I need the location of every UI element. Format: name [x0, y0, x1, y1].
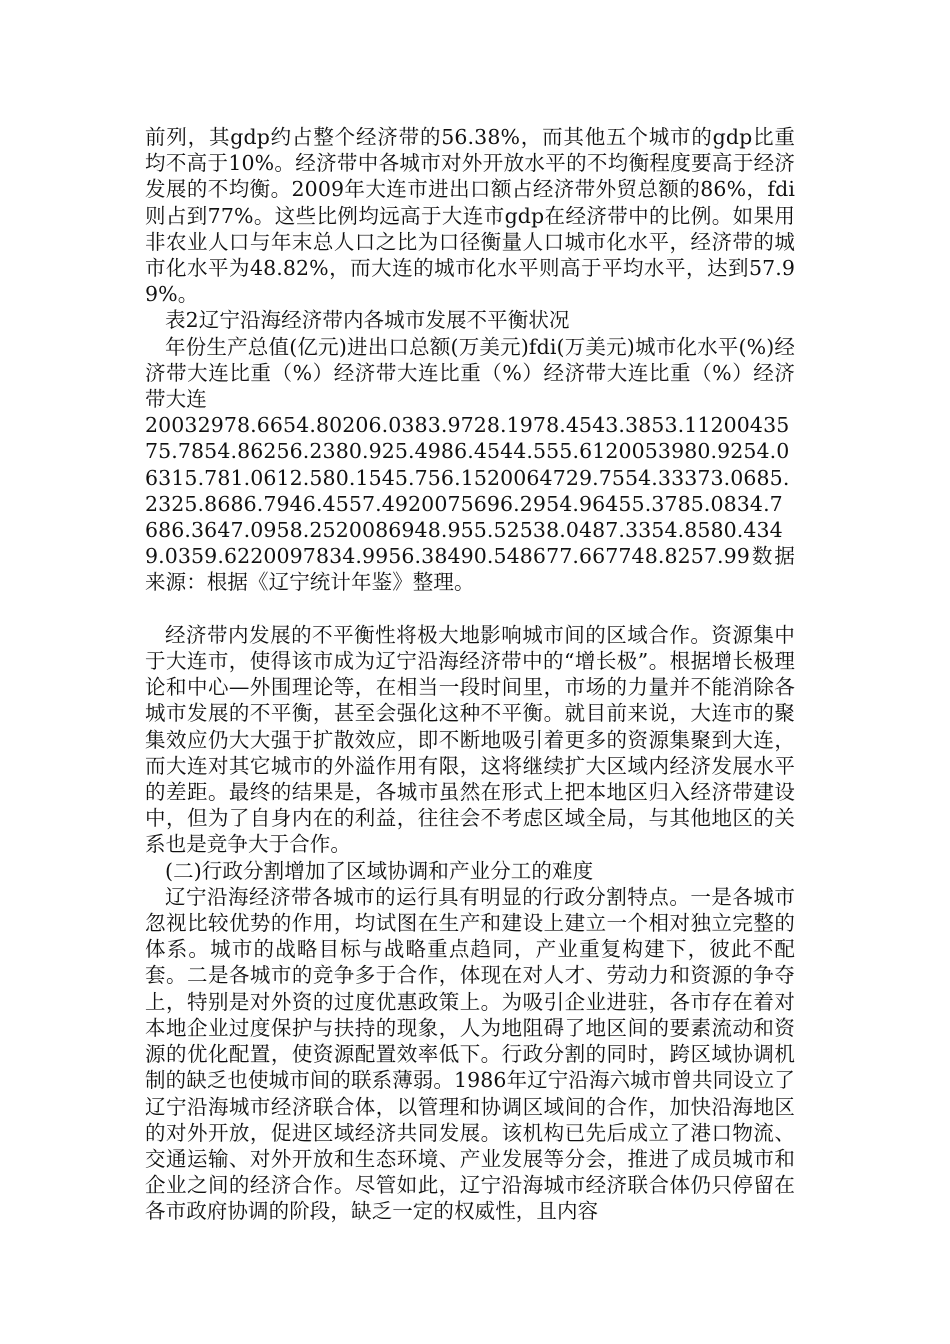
table-header-text: 年份生产总值(亿元)进出口总额(万美元)fdi(万美元)城市化水平(%)经济带大连比重（%）经济带大连比重（%）经济带大连比重（%）经济带大连 — [145, 334, 795, 412]
paragraph-imbalance: 经济带内发展的不平衡性将极大地影响城市间的区域合作。资源集中于大连市，使得该市成为辽宁沿海经济带中的“增长极”。根据增长极理论和中心—外围理论等，在相当一段时间里，市场的力量并不能消除各城市发展的不平衡，甚至会强化这种不平衡。就目前来说，大连市的聚集效应仍大大强于扩散效应，即不断地吸引着更多的资源集聚到大连，而大连对其它城市的外溢作用有限，这将继续扩大区域内经济发展水平的差距。最终的结果是，各城市虽然在形式上把本地区归入经济带建设中，但为了自身内在的利益，往往会不考虑区域全局，与其他地区的关系也是竞争大于合作。 — [145, 622, 795, 857]
blank-line — [145, 596, 795, 622]
paragraph-intro-statistics: 前列，其gdp约占整个经济带的56.38%，而其他五个城市的gdp比重均不高于10%。经济带中各城市对外开放水平的不均衡程度要高于经济发展的不均衡。2009年大连市进出口额占经济带外贸总额的86%，fdi则占到77%。这些比例均远高于大连市gdp在经济带中的比例。如果用非农业人口与年末总人口之比为口径衡量人口城市化水平，经济带的城市化水平为48.82%，而大连的城市化水平则高于平均水平，达到57.99%。 — [145, 125, 795, 307]
document-page — [145, 124, 795, 1225]
table-caption: 表2辽宁沿海经济带内各城市发展不平衡状况 — [165, 308, 570, 333]
table-data-text: 20032978.6654.80206.0383.9728.1978.4543.3853.1120043575.7854.86256.2380.925.4986.4544.555.6120053980.9254.06315.781.0612.580.1545.756.1520064729.7554.33373.0685.2325.8686.7946.4557.4920075696.2954.96455.3785.0834.7686.3647.0958.2520086948.955.52538.0487.3354.8580.4349.0359.6220097834.9956.38490.548677.667748.8257.99数据来源：根据《辽宁统计年鉴》整理。 — [145, 413, 795, 595]
paragraph-administrative-division: 辽宁沿海经济带各城市的运行具有明显的行政分割特点。一是各城市忽视比较优势的作用，均试图在生产和建设上建立一个相对独立完整的体系。城市的战略目标与战略重点趋同，产业重复构建下，彼此不配套。二是各城市的竞争多于合作，体现在对人才、劳动力和资源的争夺上，特别是对外资的过度优惠政策上。为吸引企业进驻，各市存在着对本地企业过度保护与扶持的现象，人为地阻碍了地区间的要素流动和资源的优化配置，使资源配置效率低下。行政分割的同时，跨区域协调机制的缺乏也使城市间的联系薄弱。1986年辽宁沿海六城市曾共同设立了辽宁沿海城市经济联合体，以管理和协调区域间的合作，加快沿海地区的对外开放，促进区域经济共同发展。该机构已先后成立了港口物流、交通运输、对外开放和生态环境、产业发展等分会，推进了成员城市和企业之间的经济合作。尽管如此，辽宁沿海城市经济联合体仍只停留在各市政府协调的阶段，缺乏一定的权威性，且内容 — [145, 884, 795, 1224]
section-heading: (二)行政分割增加了区域协调和产业分工的难度 — [165, 858, 594, 883]
